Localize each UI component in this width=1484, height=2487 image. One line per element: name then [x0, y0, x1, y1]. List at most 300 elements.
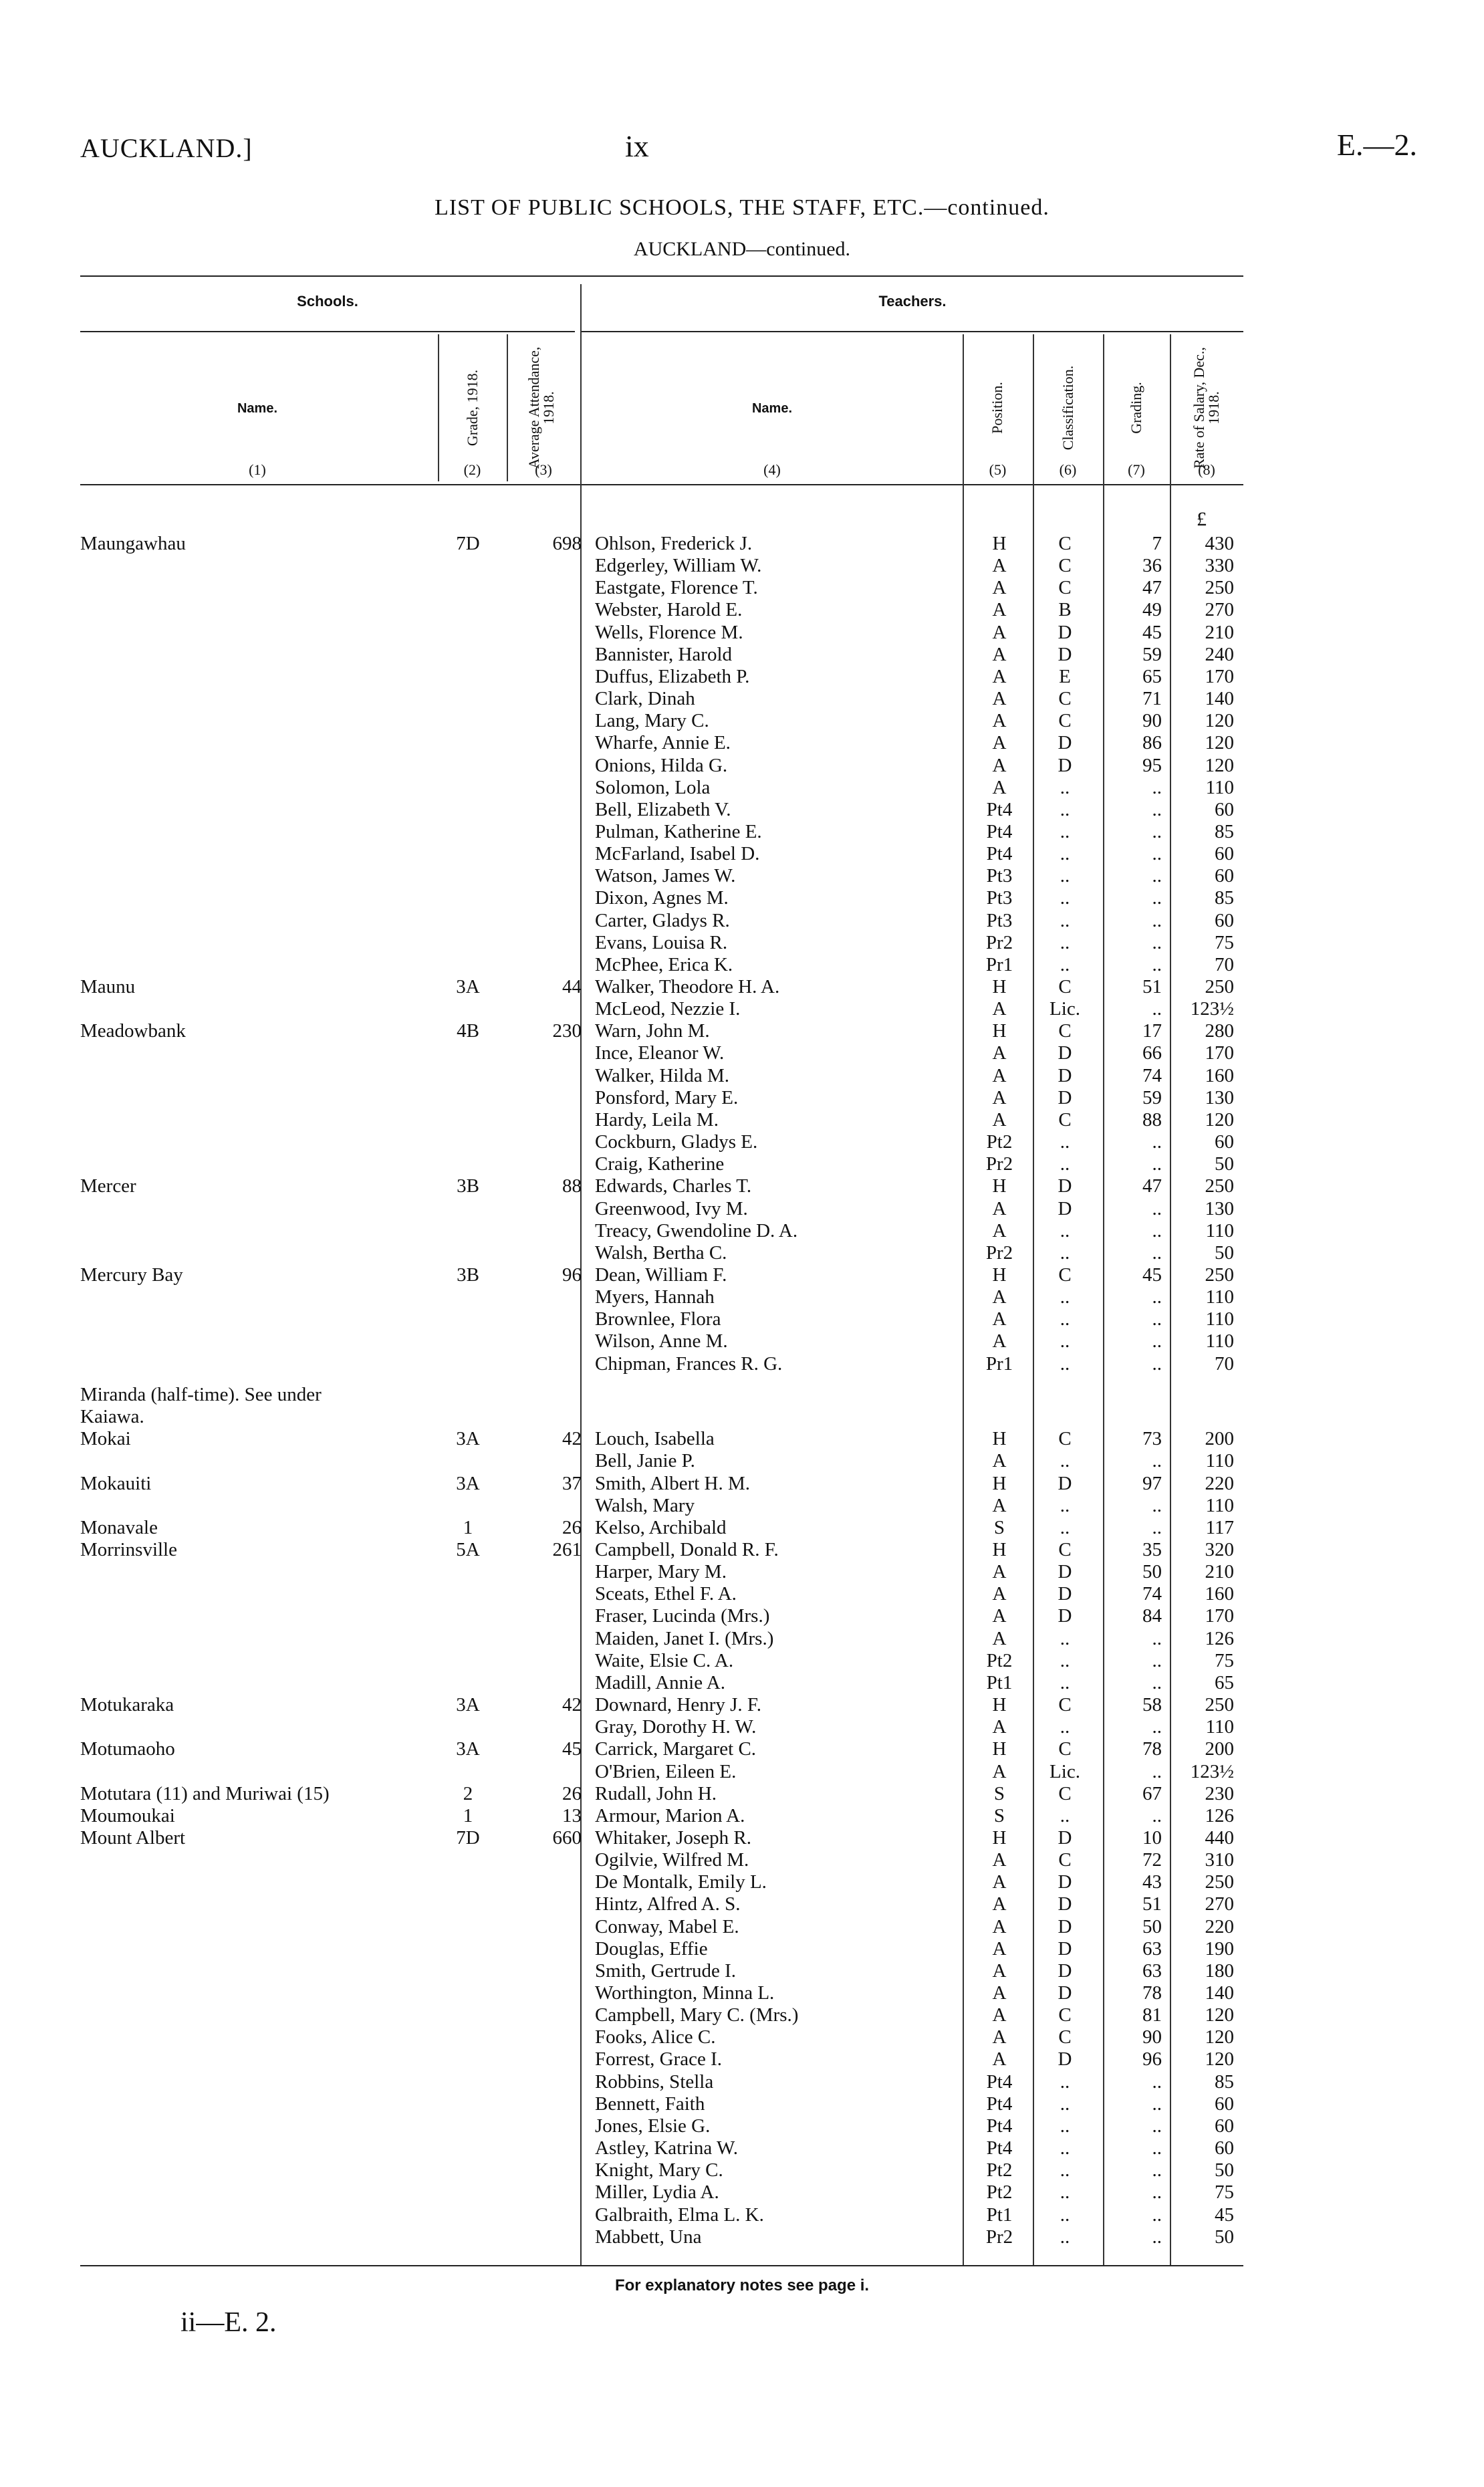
table-row — [0, 953, 1484, 976]
teacher-grading: 49 — [1142, 599, 1162, 621]
teacher-classification: C — [1058, 1782, 1072, 1804]
school-grade: 7D — [456, 1826, 480, 1849]
teacher-salary: 117 — [1205, 1516, 1234, 1538]
teacher-grading: .. — [1152, 843, 1162, 865]
teacher-name: Gray, Dorothy H. W. — [595, 1716, 757, 1738]
teacher-position: A — [992, 1330, 1007, 1352]
table-row — [0, 931, 1484, 954]
teacher-classification: .. — [1060, 865, 1070, 887]
col-number-1: (1) — [249, 461, 266, 478]
teacher-classification: D — [1058, 2048, 1072, 2070]
teacher-grading: .. — [1152, 1241, 1162, 1264]
teacher-classification: .. — [1060, 2137, 1070, 2159]
teacher-salary: 60 — [1215, 2137, 1234, 2159]
school-name: Kaiawa. — [80, 1406, 144, 1428]
teacher-grading: 81 — [1142, 2004, 1162, 2026]
school-grade: 4B — [457, 1020, 479, 1042]
teacher-grading: .. — [1152, 776, 1162, 798]
school-attendance: 44 — [562, 976, 582, 997]
teacher-grading: 66 — [1142, 1042, 1162, 1064]
teacher-salary: 140 — [1205, 688, 1234, 710]
teacher-grading: .. — [1152, 1131, 1162, 1153]
teacher-salary: 270 — [1205, 599, 1234, 621]
teacher-salary: 60 — [1215, 1131, 1234, 1153]
teacher-position: H — [992, 1264, 1007, 1286]
divider-col1 — [438, 334, 439, 481]
table-row — [0, 1020, 1484, 1042]
teacher-name: Fooks, Alice C. — [595, 2026, 716, 2048]
teacher-salary: 126 — [1205, 1627, 1234, 1649]
teacher-classification: .. — [1060, 931, 1070, 953]
school-name: Miranda (half-time). See under — [80, 1383, 322, 1405]
teacher-position: A — [992, 555, 1007, 577]
teacher-position: Pt4 — [986, 2115, 1013, 2137]
teacher-classification: C — [1058, 2026, 1072, 2048]
teacher-salary: 130 — [1205, 1197, 1234, 1219]
teacher-name: Sceats, Ethel F. A. — [595, 1583, 737, 1605]
teacher-salary: 220 — [1205, 1472, 1234, 1494]
school-name: Motumaoho — [80, 1738, 175, 1760]
teacher-salary: 85 — [1215, 820, 1234, 842]
table-row — [0, 2004, 1484, 2026]
teacher-classification: .. — [1060, 1241, 1070, 1264]
teacher-classification: .. — [1060, 1671, 1070, 1693]
table-row — [0, 731, 1484, 754]
teacher-classification: .. — [1060, 2181, 1070, 2204]
col-number-7: (7) — [1128, 461, 1145, 478]
teacher-classification: .. — [1060, 843, 1070, 865]
teacher-salary: 126 — [1205, 1804, 1234, 1826]
teacher-classification: .. — [1060, 798, 1070, 820]
teacher-position: Pt4 — [986, 843, 1013, 865]
teacher-name: Robbins, Stella — [595, 2070, 714, 2093]
teacher-position: Pt4 — [986, 2070, 1013, 2093]
teacher-classification: C — [1058, 1694, 1072, 1716]
table-row — [0, 2093, 1484, 2115]
teacher-classification: .. — [1060, 1153, 1070, 1175]
teacher-classification: D — [1058, 1982, 1072, 2004]
school-name: Maunu — [80, 976, 136, 997]
table-row — [0, 1472, 1484, 1495]
teacher-grading: .. — [1152, 1516, 1162, 1538]
teacher-grading: .. — [1152, 998, 1162, 1020]
school-attendance: 230 — [552, 1020, 582, 1042]
teacher-grading: 71 — [1142, 688, 1162, 710]
teacher-grading: .. — [1152, 1330, 1162, 1352]
teacher-salary: 120 — [1205, 2004, 1234, 2026]
table-row — [0, 1308, 1484, 1330]
col-teacher-name: Name. — [751, 401, 793, 416]
teacher-salary: 250 — [1205, 1264, 1234, 1286]
teacher-position: H — [992, 1175, 1007, 1197]
teacher-position: A — [992, 1937, 1007, 1960]
teacher-name: Waite, Elsie C. A. — [595, 1649, 734, 1671]
teacher-position: A — [992, 1915, 1007, 1937]
teacher-name: Hintz, Alfred A. S. — [595, 1893, 741, 1915]
teacher-salary: 280 — [1205, 1020, 1234, 1042]
teacher-position: A — [992, 776, 1007, 798]
teacher-classification: .. — [1060, 2204, 1070, 2226]
col-salary: Rate of Salary, Dec., 1918. — [1191, 347, 1222, 469]
table-row — [0, 842, 1484, 865]
teacher-position: A — [992, 1871, 1007, 1893]
col-number-5: (5) — [989, 461, 1007, 478]
teacher-classification: C — [1058, 533, 1072, 554]
teacher-classification: .. — [1060, 1308, 1070, 1330]
teacher-salary: 190 — [1205, 1937, 1234, 1960]
table-row — [0, 687, 1484, 710]
teacher-salary: 123½ — [1190, 1760, 1234, 1782]
teacher-position: A — [992, 621, 1007, 643]
teacher-name: McPhee, Erica K. — [595, 953, 733, 975]
teacher-name: Douglas, Effie — [595, 1937, 708, 1960]
teacher-grading: 50 — [1142, 1915, 1162, 1937]
teacher-position: Pr2 — [985, 931, 1013, 953]
teacher-position: A — [992, 1960, 1007, 1982]
teacher-position: H — [992, 1694, 1007, 1716]
table-row — [0, 1086, 1484, 1109]
teacher-position: H — [992, 533, 1007, 554]
teacher-classification: .. — [1060, 1649, 1070, 1671]
school-attendance: 660 — [552, 1826, 582, 1849]
teacher-classification: .. — [1060, 1804, 1070, 1826]
teacher-salary: 330 — [1205, 555, 1234, 577]
teacher-grading: 63 — [1142, 1937, 1162, 1960]
teacher-name: Warn, John M. — [595, 1020, 710, 1042]
teacher-grading: .. — [1152, 931, 1162, 953]
teacher-name: Bell, Janie P. — [595, 1450, 695, 1472]
table-row — [0, 2048, 1484, 2070]
teacher-salary: 60 — [1215, 909, 1234, 931]
teacher-position: A — [992, 998, 1007, 1020]
teacher-salary: 170 — [1205, 1042, 1234, 1064]
col-number-8: (8) — [1198, 461, 1215, 478]
teacher-name: Ogilvie, Wilfred M. — [595, 1849, 749, 1871]
teacher-classification: .. — [1060, 1450, 1070, 1472]
teacher-salary: 200 — [1205, 1738, 1234, 1760]
teacher-name: Ince, Eleanor W. — [595, 1042, 725, 1064]
teacher-classification: C — [1058, 2004, 1072, 2026]
teacher-grading: 86 — [1142, 732, 1162, 754]
table-row — [0, 1064, 1484, 1087]
teacher-position: A — [992, 688, 1007, 710]
teacher-salary: 60 — [1215, 865, 1234, 887]
teacher-salary: 85 — [1215, 2070, 1234, 2093]
table-row — [0, 1042, 1484, 1064]
teacher-grading: .. — [1152, 1153, 1162, 1175]
teacher-position: A — [992, 1286, 1007, 1308]
teacher-grading: 58 — [1142, 1694, 1162, 1716]
teacher-position: Pt4 — [986, 2093, 1013, 2115]
teacher-salary: 110 — [1205, 776, 1234, 798]
teacher-salary: 180 — [1205, 1960, 1234, 1982]
teacher-grading: .. — [1152, 1352, 1162, 1375]
teacher-salary: 250 — [1205, 1175, 1234, 1197]
teacher-grading: 45 — [1142, 621, 1162, 643]
teacher-position: A — [992, 1716, 1007, 1738]
teacher-grading: .. — [1152, 1671, 1162, 1693]
teacher-grading: 95 — [1142, 754, 1162, 776]
teacher-name: Smith, Gertrude I. — [595, 1960, 737, 1982]
teacher-name: Ohlson, Frederick J. — [595, 533, 753, 554]
teacher-name: O'Brien, Eileen E. — [595, 1760, 737, 1782]
school-name: Mokauiti — [80, 1472, 152, 1494]
rule-top — [80, 275, 1243, 277]
school-name: Monavale — [80, 1516, 158, 1538]
teacher-name: Ponsford, Mary E. — [595, 1086, 739, 1108]
school-attendance: 37 — [562, 1472, 582, 1494]
table-row — [0, 1649, 1484, 1672]
teacher-name: Chipman, Frances R. G. — [595, 1352, 783, 1375]
teacher-grading: .. — [1152, 2226, 1162, 2248]
teacher-grading: .. — [1152, 2115, 1162, 2137]
teacher-name: Myers, Hannah — [595, 1286, 715, 1308]
teacher-position: A — [992, 1219, 1007, 1241]
teacher-classification: C — [1058, 1539, 1072, 1560]
teacher-position: H — [992, 1020, 1007, 1042]
teacher-name: Smith, Albert H. M. — [595, 1472, 751, 1494]
teacher-grading: 84 — [1142, 1605, 1162, 1627]
teacher-classification: D — [1058, 1042, 1072, 1064]
teacher-position: A — [992, 1760, 1007, 1782]
teacher-name: Greenwood, Ivy M. — [595, 1197, 748, 1219]
table-row — [0, 1582, 1484, 1605]
rule-teachers-section — [582, 331, 1243, 332]
table-row — [0, 2226, 1484, 2248]
table-row — [0, 1153, 1484, 1175]
teacher-name: Campbell, Mary C. (Mrs.) — [595, 2004, 799, 2026]
table-row — [0, 1352, 1484, 1375]
teacher-position: Pr2 — [985, 1153, 1013, 1175]
table-row — [0, 1175, 1484, 1197]
teacher-classification: E — [1059, 665, 1071, 687]
table-row — [0, 1760, 1484, 1783]
teacher-salary: 130 — [1205, 1086, 1234, 1108]
teacher-position: H — [992, 976, 1007, 997]
school-name: Mount Albert — [80, 1826, 186, 1849]
teacher-salary: 50 — [1215, 2226, 1234, 2248]
teacher-name: Carter, Gladys R. — [595, 909, 730, 931]
school-attendance: 261 — [552, 1539, 582, 1560]
teacher-name: Armour, Marion A. — [595, 1804, 745, 1826]
teacher-position: H — [992, 1428, 1007, 1450]
teacher-classification: .. — [1060, 2070, 1070, 2093]
teacher-salary: 210 — [1205, 621, 1234, 643]
teacher-classification: D — [1058, 643, 1072, 665]
teacher-salary: 50 — [1215, 2159, 1234, 2181]
teacher-salary: 440 — [1205, 1826, 1234, 1849]
school-name: Motukaraka — [80, 1694, 174, 1716]
table-row — [0, 2026, 1484, 2048]
header-right: E.—2. — [1336, 128, 1417, 162]
teacher-salary: 160 — [1205, 1583, 1234, 1605]
teacher-classification: .. — [1060, 1516, 1070, 1538]
table-row — [0, 1982, 1484, 2004]
table-row — [0, 1241, 1484, 1264]
teacher-position: A — [992, 2004, 1007, 2026]
teacher-name: Lang, Mary C. — [595, 710, 709, 732]
teacher-classification: D — [1058, 621, 1072, 643]
teacher-salary: 75 — [1215, 931, 1234, 953]
table-row — [0, 1937, 1484, 1960]
teacher-position: A — [992, 599, 1007, 621]
teacher-grading: 50 — [1142, 1561, 1162, 1583]
teacher-classification: D — [1058, 1937, 1072, 1960]
teacher-classification: .. — [1060, 887, 1070, 909]
teacher-salary: 120 — [1205, 754, 1234, 776]
teacher-position: A — [992, 1494, 1007, 1516]
teacher-position: Pt2 — [986, 1131, 1013, 1153]
teacher-position: Pt1 — [986, 2204, 1013, 2226]
table-row — [0, 598, 1484, 621]
table-row — [0, 643, 1484, 666]
teacher-classification: C — [1058, 976, 1072, 997]
school-grade: 1 — [463, 1516, 473, 1538]
page-title: LIST OF PUBLIC SCHOOLS, THE STAFF, ETC.—continued. — [435, 195, 1049, 220]
school-grade: 3A — [456, 1738, 480, 1760]
school-attendance: 45 — [562, 1738, 582, 1760]
teacher-name: Watson, James W. — [595, 865, 736, 887]
teacher-classification: .. — [1060, 2226, 1070, 2248]
teacher-position: H — [992, 1826, 1007, 1849]
teacher-grading: 36 — [1142, 555, 1162, 577]
teacher-name: Rudall, John H. — [595, 1782, 717, 1804]
teacher-salary: 60 — [1215, 798, 1234, 820]
teacher-position: Pt1 — [986, 1671, 1013, 1693]
teacher-salary: 110 — [1205, 1330, 1234, 1352]
teacher-position: Pr2 — [985, 1241, 1013, 1264]
teacher-position: S — [993, 1804, 1005, 1826]
col-number-2: (2) — [463, 461, 481, 478]
table-row — [0, 1605, 1484, 1627]
table-row — [0, 975, 1484, 998]
table-row — [0, 1449, 1484, 1472]
school-name: Meadowbank — [80, 1020, 186, 1042]
teacher-classification: D — [1058, 1915, 1072, 1937]
teacher-name: Campbell, Donald R. F. — [595, 1539, 779, 1560]
teacher-grading: .. — [1152, 2093, 1162, 2115]
teacher-grading: .. — [1152, 2181, 1162, 2204]
teacher-name: Dixon, Agnes M. — [595, 887, 729, 909]
school-grade: 3A — [456, 1428, 480, 1450]
teacher-classification: .. — [1060, 1716, 1070, 1738]
teacher-position: Pr1 — [985, 953, 1013, 975]
teacher-position: A — [992, 1561, 1007, 1583]
table-row — [0, 1960, 1484, 1982]
teacher-name: Bannister, Harold — [595, 643, 733, 665]
teacher-classification: D — [1058, 1826, 1072, 1849]
table-row — [0, 554, 1484, 577]
school-grade: 2 — [463, 1782, 473, 1804]
teacher-name: Forrest, Grace I. — [595, 2048, 723, 2070]
table-row — [0, 1671, 1484, 1694]
teacher-salary: 160 — [1205, 1064, 1234, 1086]
teacher-classification: D — [1058, 1583, 1072, 1605]
teacher-grading: 59 — [1142, 1086, 1162, 1108]
teacher-position: Pt4 — [986, 798, 1013, 820]
teacher-grading: .. — [1152, 1649, 1162, 1671]
teacher-grading: .. — [1152, 2204, 1162, 2226]
teacher-salary: 60 — [1215, 2115, 1234, 2137]
teacher-classification: D — [1058, 732, 1072, 754]
school-name: Mercer — [80, 1175, 136, 1197]
teacher-grading: 72 — [1142, 1849, 1162, 1871]
teacher-salary: 120 — [1205, 2048, 1234, 2070]
teacher-salary: 70 — [1215, 953, 1234, 975]
teacher-salary: 120 — [1205, 732, 1234, 754]
table-row — [0, 864, 1484, 887]
teacher-salary: 320 — [1205, 1539, 1234, 1560]
teacher-name: Dean, William F. — [595, 1264, 727, 1286]
school-attendance: 13 — [562, 1804, 582, 1826]
teacher-position: A — [992, 665, 1007, 687]
teacher-name: Carrick, Margaret C. — [595, 1738, 757, 1760]
teacher-salary: 110 — [1205, 1716, 1234, 1738]
table-row — [0, 1538, 1484, 1561]
teacher-position: Pt3 — [986, 887, 1013, 909]
teacher-position: A — [992, 577, 1007, 599]
teacher-salary: 250 — [1205, 1694, 1234, 1716]
teacher-grading: 67 — [1142, 1782, 1162, 1804]
teacher-salary: 240 — [1205, 643, 1234, 665]
teacher-classification: .. — [1060, 2093, 1070, 2115]
teacher-salary: 60 — [1215, 2093, 1234, 2115]
table-row — [0, 1782, 1484, 1805]
teacher-classification: .. — [1060, 1627, 1070, 1649]
teacher-grading: .. — [1152, 1716, 1162, 1738]
table-row — [0, 1131, 1484, 1153]
school-grade: 3A — [456, 1694, 480, 1716]
teacher-grading: 47 — [1142, 577, 1162, 599]
teacher-position: A — [992, 1627, 1007, 1649]
teacher-classification: D — [1058, 1175, 1072, 1197]
footnote: For explanatory notes see page i. — [614, 2276, 870, 2294]
teacher-name: Fraser, Lucinda (Mrs.) — [595, 1605, 770, 1627]
school-name: Motutara (11) and Muriwai (15) — [80, 1782, 330, 1804]
table-row — [0, 1893, 1484, 1915]
rule-header-bottom — [80, 484, 1243, 485]
teacher-salary: 120 — [1205, 1108, 1234, 1131]
teacher-grading: .. — [1152, 820, 1162, 842]
teacher-position: A — [992, 1450, 1007, 1472]
teacher-salary: 70 — [1215, 1352, 1234, 1375]
table-row — [0, 1330, 1484, 1352]
teacher-salary: 85 — [1215, 887, 1234, 909]
currency-symbol: £ — [1197, 508, 1207, 530]
table-row — [0, 1627, 1484, 1650]
teacher-grading: .. — [1152, 1760, 1162, 1782]
teacher-position: A — [992, 710, 1007, 732]
teacher-grading: 74 — [1142, 1064, 1162, 1086]
teacher-grading: .. — [1152, 1627, 1162, 1649]
table-row — [0, 1427, 1484, 1450]
table-row — [0, 798, 1484, 821]
teacher-grading: 74 — [1142, 1583, 1162, 1605]
teacher-position: Pr1 — [985, 1352, 1013, 1375]
teacher-position: Pt2 — [986, 2181, 1013, 2204]
teacher-name: Treacy, Gwendoline D. A. — [595, 1219, 798, 1241]
table-row — [0, 2181, 1484, 2204]
teacher-name: Bennett, Faith — [595, 2093, 705, 2115]
school-name: Maungawhau — [80, 533, 186, 554]
header-left: AUCKLAND.] — [80, 133, 253, 163]
rule-bottom — [80, 2265, 1243, 2266]
teacher-name: Maiden, Janet I. (Mrs.) — [595, 1627, 774, 1649]
teacher-classification: D — [1058, 1086, 1072, 1108]
teacher-salary: 110 — [1205, 1308, 1234, 1330]
teacher-position: A — [992, 1583, 1007, 1605]
teacher-position: Pt4 — [986, 2137, 1013, 2159]
